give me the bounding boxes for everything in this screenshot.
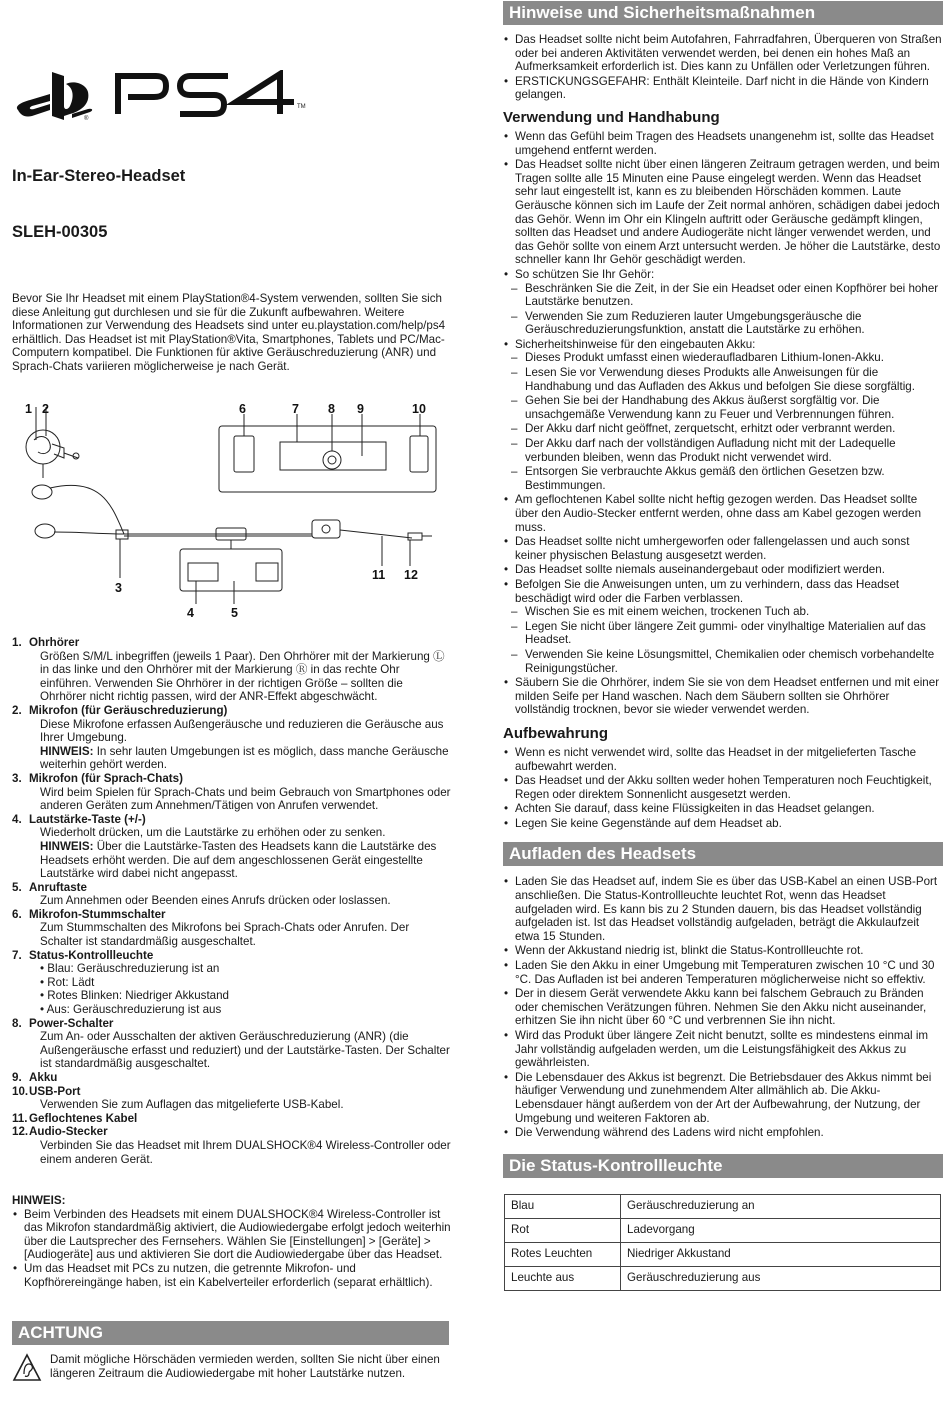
list-item	[503, 338, 943, 493]
item-number: 12.	[12, 1125, 29, 1139]
table-cell: Geräuschreduzierung aus	[621, 1266, 941, 1290]
item-description: Zum Stummschalten des Mikrofons bei Sprach-Chats oder Anrufen. Der Schalter ist standardmäßig ausgeschaltet.	[40, 921, 410, 949]
headset-diagram	[12, 396, 452, 628]
usage-list	[503, 130, 943, 717]
item-description: Diese Mikrofone erfassen Außengeräusche und reduzieren die Geräusche aus Ihrer Umgebung.	[40, 717, 444, 745]
intro-paragraph: Bevor Sie Ihr Headset mit einem PlayStation®4-System verwenden, sollten Sie sich diese Anleitung gut durchlesen und sie für die Zukunft aufbewahren. Weitere Informationen zur Verwendung des Headsets sind unter eu.playstation.com/help/ps4 erhältlich. Das Headset ist mit PlayStation®Vita, Smartphones, Tablets und PC/Mac-Computern kompatibel. Die Funktionen für aktive Geräuschreduzierung (ANR) und Sprach-Chats variieren möglicherweise je nach Gerät.	[12, 292, 446, 373]
earbud-detail-circle	[26, 430, 60, 464]
item-number: 9.	[12, 1071, 22, 1084]
table-cell: Rotes Leuchten	[505, 1242, 621, 1266]
parts-list	[12, 636, 452, 1166]
item-number: 7.	[12, 948, 22, 962]
table-row	[505, 1242, 941, 1266]
list-item	[503, 268, 943, 337]
svg-text:®: ®	[84, 116, 89, 122]
diagram-label-10: 10	[412, 402, 426, 416]
playstation-logo-icon	[14, 70, 309, 122]
parts-list-item	[12, 908, 452, 949]
achtung-text: Damit mögliche Hörschäden vermieden werden, sollten Sie nicht über einen längeren Zeitraum die Audiowiedergabe mit hoher Lautstärke nutzen.	[50, 1353, 440, 1380]
sublist-item: – Verwenden Sie keine Lösungsmittel, Chemikalien oder chemisch vorbehandelte Reinigungstücher.	[503, 648, 943, 675]
note-label: HINWEIS:	[40, 744, 94, 758]
list-item: • Das Headset und der Akku sollten weder hohen Temperaturen noch Feuchtigkeit, Regen oder direktem Sonnenlicht ausgesetzt werden.	[503, 774, 943, 801]
item-description: • Blau: Geräuschreduzierung ist an	[40, 962, 220, 976]
list-item: • Achten Sie darauf, dass keine Flüssigkeiten in das Headset gelangen.	[503, 802, 943, 816]
parts-list-item	[12, 1017, 452, 1071]
item-number: 5.	[12, 880, 22, 894]
item-heading: Ohrhörer	[29, 636, 80, 649]
item-heading: Mikrofon-Stummschalter	[29, 907, 166, 921]
table-cell: Geräuschreduzierung an	[621, 1194, 941, 1218]
diagram-label-8: 8	[328, 402, 335, 416]
achtung-heading: ACHTUNG	[12, 1321, 449, 1345]
usage-heading: Verwendung und Handhabung	[503, 108, 720, 126]
item-heading: Mikrofon (für Geräuschreduzierung)	[29, 703, 228, 717]
list-item: • Das Headset sollte nicht umhergeworfen oder fallengelassen und auch sonst keiner physischen Belastung ausgesetzt werden.	[503, 535, 943, 562]
trademark-mark: TM	[297, 104, 306, 110]
storage-heading: Aufbewahrung	[503, 724, 608, 742]
hinweis-list	[12, 1208, 452, 1290]
item-description: Zum An- oder Ausschalten der aktiven Geräuschreduzierung (ANR) (die Außengeräusche erfasst und reduziert) und der Lautstärke-Tasten. Der Schalter ist standardmäßig ausgeschaltet.	[40, 1030, 450, 1071]
note-text: Über die Lautstärke-Tasten des Headsets kann die Lautstärke des Headsets erhöht werden. Die auf dem angeschlossenen Gerät eingestellte Lautstärke wird dabei nicht angepasst.	[40, 839, 437, 881]
sublist-item: – Verwenden Sie zum Reduzieren lauter Umgebungsgeräusche die Geräuschreduzierungsfunktion, anstatt die Lautstärke zu erhöhen.	[503, 310, 943, 337]
item-heading: Mikrofon (für Sprach-Chats)	[29, 771, 183, 785]
item-heading: Geflochtenes Kabel	[29, 1111, 138, 1125]
sublist-item: – Wischen Sie es mit einem weichen, trockenen Tuch ab.	[503, 605, 943, 619]
status-table	[504, 1194, 941, 1291]
list-item-label: So schützen Sie Ihr Gehör:	[515, 267, 655, 281]
parts-list-item	[12, 1085, 452, 1112]
list-item: • Laden Sie das Headset auf, indem Sie es über das USB-Kabel an einen USB-Port anschließen. Die Status-Kontrollleuchte leuchtet Rot, wenn das Headset aufgeladen wird. Es kann bis zu 2 Stunden dauern, bis das Headset vollständig aufgeladen ist. Ist das Headset vollständig aufgeladen, beträgt die Akkulaufzeit etwa 15 Stunden.	[503, 875, 943, 943]
item-number: 10.	[12, 1084, 29, 1098]
list-item: • Wenn das Gefühl beim Tragen des Headsets unangenehm ist, sollte das Headset umgehend entfernt werden.	[503, 130, 943, 157]
item-heading: Audio-Stecker	[29, 1125, 108, 1139]
item-heading: Power-Schalter	[29, 1016, 114, 1030]
status-heading: Die Status-Kontrollleuchte	[503, 1154, 943, 1178]
diagram-label-3: 3	[115, 581, 122, 595]
model-number: SLEH-00305	[12, 223, 108, 241]
item-description: • Aus: Geräuschreduzierung ist aus	[40, 1003, 222, 1017]
list-item: • Wird das Produkt über längere Zeit nicht benutzt, sollte es mindestens einmal im Jahr vollständig aufgeladen werden, um die Leistungsfähigkeit des Akkus zu gewährleisten.	[503, 1029, 943, 1070]
sublist-item: – Lesen Sie vor Verwendung dieses Produkts alle Anweisungen für die Handhabung und das Aufladen des Akkus und befolgen Sie diese sorgfältig.	[503, 366, 943, 393]
item-number: 11.	[12, 1111, 28, 1125]
item-heading: Anruftaste	[29, 880, 87, 894]
list-item: • Die Lebensdauer des Akkus ist begrenzt. Die Betriebsdauer des Akkus nimmt bei häufiger Verwendung und zunehmendem Alter allmählich ab. Die Akku-Lebensdauer hängt außerdem von der Art der Aufbewahrung, der Nutzung, der Umgebung und weiteren Faktoren ab.	[503, 1071, 943, 1125]
item-description: Verbinden Sie das Headset mit Ihrem DUALSHOCK®4 Wireless-Controller oder einem anderen Gerät.	[40, 1138, 451, 1166]
item-number: 4.	[12, 812, 22, 826]
diagram-label-5: 5	[231, 606, 238, 620]
parts-list-item	[12, 949, 452, 1017]
item-description: Größen S/M/L inbegriffen (jeweils 1 Paar). Den Ohrhörer mit der Markierung Ⓛ in das linke und den Ohrhörer mit der Markierung Ⓡ in das rechte Ohr einführen. Verwenden Sie Ohrhörer in der richtigen Größe – sollten die Ohrhörer nicht richtig passen, wird der ANR-Effekt abgeschwächt.	[40, 649, 445, 704]
list-item: • Der in diesem Gerät verwendete Akku kann bei falschem Gebrauch zu Bränden oder chemischen Verätzungen führen. Nehmen Sie den Akku nicht auseinander, erhitzen Sie ihn nicht über 60 °C und verbrennen Sie ihn nicht.	[503, 987, 943, 1028]
achtung-warning	[12, 1353, 452, 1393]
item-note	[29, 745, 452, 772]
list-item: • Wenn es nicht verwendet wird, sollte das Headset in der mitgelieferten Tasche aufbewahrt werden.	[503, 746, 943, 773]
table-cell: Niedriger Akkustand	[621, 1242, 941, 1266]
hinweis-heading: HINWEIS:	[12, 1194, 66, 1207]
table-cell: Leuchte aus	[505, 1266, 621, 1290]
item-number: 2.	[12, 703, 22, 717]
item-number: 6.	[12, 907, 22, 921]
list-item-label: Befolgen Sie die Anweisungen unten, um zu verhindern, dass das Headset beschädigt wird oder die Farben verblassen.	[515, 577, 900, 605]
safety-list	[503, 33, 943, 102]
list-item: • Die Verwendung während des Ladens wird nicht empfohlen.	[503, 1126, 943, 1140]
parts-list-item	[12, 881, 452, 908]
list-item: • Am geflochtenen Kabel sollte nicht heftig gezogen werden. Das Headset sollte über den Audio-Stecker entfernt werden, ohne dass am Kabel gezogen werden muss.	[503, 493, 943, 534]
diagram-label-12: 12	[404, 568, 418, 582]
list-item: • Legen Sie keine Gegenstände auf dem Headset ab.	[503, 817, 943, 831]
parts-list-item	[12, 813, 452, 881]
sublist	[503, 351, 943, 492]
hearing-warning-icon	[12, 1353, 42, 1383]
parts-list-item	[12, 636, 452, 704]
sublist-item: – Gehen Sie bei der Handhabung des Akkus äußerst sorgfältig vor. Die unsachgemäße Verwendung kann zu Feuer und Verbrennungen führen.	[503, 394, 943, 421]
sublist	[503, 605, 943, 675]
list-item: • Das Headset sollte nicht über einen längeren Zeitraum getragen werden, und beim Tragen sollte alle 15 Minuten eine Pause eingelegt werden. Wenn das Headset sehr laut eingestellt ist, kann es zu bleibenden Hörschäden kommen. Laute Geräusche können sich im Laufe der Zeit normal anhören, schädigen dabei jedoch das Gehör. Wenn im Ohr ein Klingeln auftritt oder Geräusche gedämpft klingen, sollten das Headset und andere Audiogeräte nicht länger verwendet werden, und das Gehör sollte von einem Arzt untersucht werden. Je höher die Lautstärke, desto schneller kann Ihr Gehör geschädigt werden.	[503, 158, 943, 267]
item-heading: USB-Port	[29, 1084, 81, 1098]
parts-list-item	[12, 1125, 452, 1166]
item-note	[29, 840, 452, 881]
item-description: Zum Annehmen oder Beenden eines Anrufs drücken oder loslassen.	[40, 894, 391, 908]
product-title: In-Ear-Stereo-Headset	[12, 167, 186, 185]
storage-list	[503, 746, 943, 831]
table-row	[505, 1218, 941, 1242]
charging-heading: Aufladen des Headsets	[503, 842, 943, 866]
list-item: • Laden Sie den Akku in einer Umgebung mit Temperaturen zwischen 10 °C und 30 °C. Das Aufladen ist bei anderen Temperaturen möglicherweise nicht so effektiv.	[503, 959, 943, 986]
diagram-label-2: 2	[42, 402, 49, 416]
table-row	[505, 1266, 941, 1290]
charging-list	[503, 875, 943, 1139]
list-item: • Das Headset sollte nicht beim Autofahren, Fahrradfahren, Überqueren von Straßen oder bei anderen Aktivitäten verwendet werden, bei denen ein hohes Maß an Aufmerksamkeit erforderlich ist. Dies kann zu Unfällen oder Verletzungen führen.	[503, 33, 943, 74]
sublist-item: – Legen Sie nicht über längere Zeit gummi- oder vinylhaltige Materialien auf das Headset.	[503, 620, 943, 647]
hinweis-section	[12, 1193, 452, 1289]
table-cell: Rot	[505, 1218, 621, 1242]
parts-list-item	[12, 1071, 452, 1085]
item-heading: Status-Kontrollleuchte	[29, 948, 154, 962]
list-item: • ERSTICKUNGSGEFAHR: Enthält Kleinteile. Darf nicht in die Hände von Kindern gelangen.	[503, 75, 943, 102]
sublist-item: – Der Akku darf nach der vollständigen Aufladung nicht mit der Ladequelle verbunden bleiben, wenn das Produkt nicht verwendet wird.	[503, 437, 943, 464]
diagram-label-4: 4	[187, 606, 194, 620]
item-heading: Lautstärke-Taste (+/-)	[29, 812, 146, 826]
ps4-logo	[14, 70, 309, 126]
item-heading: Akku	[29, 1071, 58, 1084]
parts-list-item	[12, 772, 452, 813]
list-item: • Beim Verbinden des Headsets mit einem DUALSHOCK®4 Wireless-Controller ist das Mikrofon standardmäßig aktiviert, die Audiowiedergabe erfolgt jedoch weiterhin über die Lautsprecher des Fernsehers. Wählen Sie [Einstellungen] > [Geräte] > [Audiogeräte] aus und aktivieren Sie dort die Audiowiedergabe über das Headset.	[12, 1208, 452, 1262]
table-row	[505, 1194, 941, 1218]
sublist-item: – Dieses Produkt umfasst einen wiederaufladbaren Lithium-Ionen-Akku.	[503, 351, 943, 365]
item-description: Wird beim Spielen für Sprach-Chats und beim Gebrauch von Smartphones oder anderen Geräten zum Annehmen/Tätigen von Anrufen verwendet.	[40, 785, 451, 813]
parts-list-item	[12, 1112, 452, 1126]
list-item: • Wenn der Akkustand niedrig ist, blinkt die Status-Kontrollleuchte rot.	[503, 944, 943, 958]
item-number: 3.	[12, 771, 22, 785]
list-item-label: Sicherheitshinweise für den eingebauten Akku:	[515, 337, 756, 351]
sublist-item: – Entsorgen Sie verbrauchte Akkus gemäß den örtlichen Gesetzen bzw. Bestimmungen.	[503, 465, 943, 492]
diagram-label-6: 6	[239, 402, 246, 416]
parts-list-item	[12, 704, 452, 772]
list-item	[503, 578, 943, 675]
right-column	[503, 0, 943, 1291]
diagram-label-11: 11	[372, 568, 386, 582]
item-number: 8.	[12, 1016, 22, 1030]
list-item: • Um das Headset mit PCs zu nutzen, die getrennte Mikrofon- und Kopfhörereingänge haben, ist ein Kabelverteiler erforderlich (separat erhältlich).	[12, 1262, 452, 1289]
sublist-item: – Der Akku darf nicht geöffnet, zerquetscht, erhitzt oder verbrannt werden.	[503, 422, 943, 436]
list-item: • Säubern Sie die Ohrhörer, indem Sie sie von dem Headset entfernen und mit einer milden Seife per Hand waschen. Nach dem Säubern sollten sie Ohrhörer vollständig trocknen, bevor sie wieder verwendet werden.	[503, 676, 943, 717]
table-cell: Ladevorgang	[621, 1218, 941, 1242]
item-description: Wiederholt drücken, um die Lautstärke zu erhöhen oder zu senken.	[40, 826, 386, 840]
sublist-item: – Beschränken Sie die Zeit, in der Sie ein Headset oder einen Kopfhörer bei hoher Lautstärke benutzen.	[503, 282, 943, 309]
diagram-label-7: 7	[292, 402, 299, 416]
diagram-label-9: 9	[357, 402, 364, 416]
safety-heading: Hinweise und Sicherheitsmaßnahmen	[503, 1, 943, 25]
note-text: In sehr lauten Umgebungen ist es möglich, dass manche Geräusche weiterhin gehört werden.	[40, 744, 449, 772]
diagram-label-1: 1	[25, 402, 32, 416]
item-description: • Rot: Lädt	[40, 975, 95, 989]
item-description: • Rotes Blinken: Niedriger Akkustand	[40, 989, 230, 1003]
item-description: Verwenden Sie zum Auflagen das mitgelieferte USB-Kabel.	[40, 1098, 344, 1112]
note-label: HINWEIS:	[40, 839, 94, 853]
list-item: • Das Headset sollte niemals auseinandergebaut oder modifiziert werden.	[503, 563, 943, 577]
sublist	[503, 282, 943, 337]
table-cell: Blau	[505, 1194, 621, 1218]
item-number: 1.	[12, 636, 22, 649]
